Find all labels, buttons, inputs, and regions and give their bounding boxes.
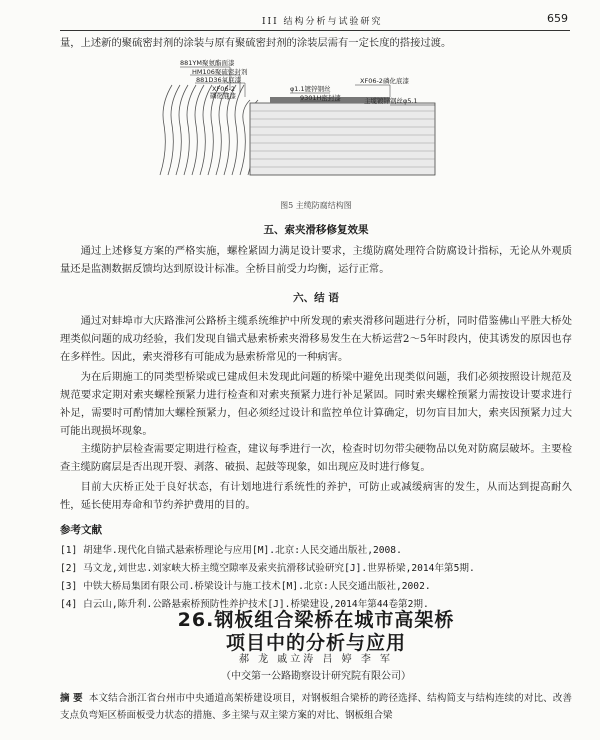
label-xf06: XF06-2 [212,85,235,93]
intro-paragraph: 量，上述新的聚硫密封剂的涂装与原有聚硫密封剂的涂装层需有一定长度的搭接过渡。 [60,37,452,49]
layer-curve [184,85,196,175]
label-sealing-paint: 9301H密封漆 [300,94,341,102]
article-abstract [60,690,572,724]
cable-corrosion-figure [150,55,450,190]
abstract-label: 摘 要 [60,693,83,704]
references-title: 参考文献 [60,524,102,536]
label-main-cable-wire: 主缆镀锌钢丝φ5.1 [364,97,418,105]
article-title-line2: 项目中的分析与应用 [225,632,406,654]
cable-body [250,103,435,175]
reference-item: [4] 白云山,陈升利.公路悬索桥预防性养护技术[J].桥梁建设,2014年第44卷第2期. [60,599,429,610]
section5-paragraph: 通过上述修复方案的严格实施，螺栓紧固力满足设计要求，主缆防腐处理符合防腐设计指标，无论从外观质量还是监测数据反馈均达到原设计标准。全桥目前受力均衡，运行正常。 [60,245,572,275]
conclusion-paragraph-4: 目前大庆桥正处于良好状态，有计划地进行系统性的养护，可防止或减缓病害的发生，从而达到提高耐久性，延长使用寿命和节约养护费用的目的。 [60,481,572,511]
label-primer: 881D36氧底漆 [196,76,242,84]
reference-item: [2] 马文龙,刘世忠.刘家峡大桥主缆空隙率及索夹抗滑移试验研究[J].世界桥梁,2014年第5期. [60,563,475,574]
section5-heading: 五、索夹滑移修复效果 [263,224,369,236]
layer-curve [176,85,188,175]
conclusion-paragraph-3: 主缆防护层检查需要定期进行检查，建议每季进行一次，检查时切勿带尖硬物品以免对防腐层破坏。主要检查主缆防腐层是否出现开裂、剥落、破损、起鼓等现象，如出现应及时进行修复。 [60,443,572,473]
label-wrap-wire: φ1.1镀锌钢丝 [290,85,331,93]
leader-line [355,85,390,97]
conclusion-paragraph-1: 通过对蚌埠市大庆路淮河公路桥主缆系统维护中所发现的索夹滑移问题进行分析，同时借鉴佛山平胜大桥处理类似问题的成功经验，我们发现自锚式悬索桥索夹滑移易发生在大桥运营2～5年时段内，使其诱发的原因也存在多样性。因此，索夹滑移有可能成为悬索桥常见的一种病害。 [60,315,572,363]
label-sealant: HM106聚硫密封剂 [192,68,248,76]
figure-caption: 图5 主缆防腐结构图 [280,201,352,210]
layer-curve [192,85,204,175]
abstract-text: 本文结合浙江省台州市中央通道高架桥建设项目，对钢板组合梁桥的跨径选择、结构简支与结构连续的对比、改善支点负弯矩区桥面板受力状态的措施、多主梁与双主梁方案的对比、钢板组合梁 [60,693,572,721]
label-top-coat: 881YM聚氨酯面漆 [180,59,235,67]
conclusion-paragraph-2: 为在后期施工的同类型桥梁或已建成但未发现此问题的桥梁中避免出现类似问题，我们必须按照设计规范及规范要求定期对索夹螺栓预紧力进行检查和对索夹预紧力进行补足紧固。同时索夹螺栓预紧力需按设计要求进行补足，需要时可酌情加大螺栓预紧力，但必须经过设计和监控单位计算确定，切勿盲目加大，索夹因预紧力过大可能出现损坏现象。 [60,371,572,437]
article-affiliation: （中交第一公路勘察设计研究院有限公司） [221,671,411,682]
label-phosphating-primer: XF06-2磷化底漆 [360,77,409,85]
reference-item: [1] 胡建华.现代化自锚式悬索桥理论与应用[M].北京:人民交通出版社,2008. [60,545,402,556]
layer-curve [240,100,250,175]
layer-curve [160,85,172,175]
layer-curve [168,85,180,175]
page-number: 659 [547,12,568,25]
label-phosphating: 磷化底漆 [210,92,236,100]
running-header [60,12,570,31]
reference-item: [3] 中铁大桥局集团有限公司.桥梁设计与施工技术[M].北京:人民交通出版社,2002. [60,581,431,592]
article-title-line1: 26.钢板组合梁桥在城市高架桥 [177,609,455,631]
section6-heading: 六、结 语 [293,292,339,304]
article-authors: 郝 龙 戚立涛 吕 婷 李 军 [238,654,394,665]
section-title: III 结构分析与试验研究 [262,17,383,27]
